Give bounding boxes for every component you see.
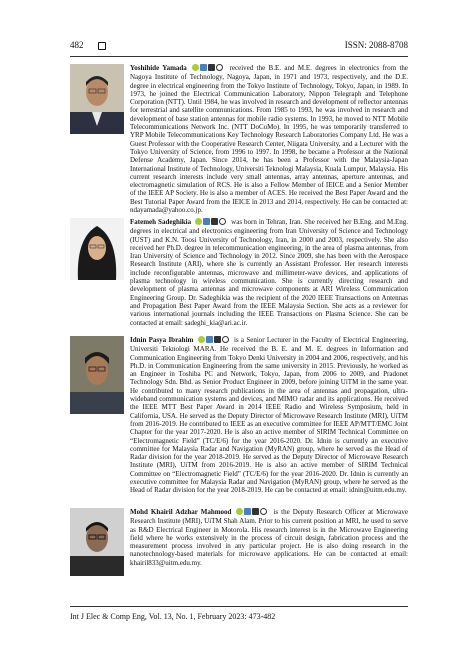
bio-sadeghikia bbox=[70, 218, 408, 338]
page-number: 482 bbox=[70, 40, 84, 50]
publons-icon[interactable] bbox=[222, 336, 229, 343]
author-photo bbox=[70, 64, 124, 134]
scopus-icon[interactable] bbox=[252, 508, 259, 515]
scopus-icon[interactable] bbox=[211, 218, 218, 225]
bio-body: is the Deputy Research Officer at Microwave Research Institute (MRI), UiTM Shah Alam. Prior to his current position at MRI, he used to serve as R&D Electrical Engineer in Motorola. His research interest is in the Microwave Engineering field where he works extensively in the process of circuit design, fabrication process and the measurement process involved in any particular project. He is also doing research in the nanotechnology-based materials for microwave applications. He can be contacted at email: khairil833@uitm.edu.my. bbox=[130, 508, 408, 567]
author-icons bbox=[195, 218, 227, 227]
issn: ISSN: 2088-8708 bbox=[344, 40, 408, 50]
bio-yamada bbox=[70, 64, 408, 214]
bio-text bbox=[130, 64, 408, 214]
scopus-icon[interactable] bbox=[214, 336, 221, 343]
bio-mahmood bbox=[70, 508, 408, 588]
orcid-icon[interactable] bbox=[195, 218, 202, 225]
author-name: Fatemeh Sadeghikia bbox=[130, 218, 192, 226]
author-icons bbox=[192, 64, 224, 73]
footer-citation: Int J Elec & Comp Eng, Vol. 13, No. 1, February 2023: 473-482 bbox=[70, 612, 276, 621]
bio-text bbox=[130, 336, 408, 495]
author-photo bbox=[70, 336, 124, 414]
square-icon bbox=[98, 42, 106, 50]
bio-ibrahim bbox=[70, 336, 408, 506]
author-icons bbox=[198, 336, 230, 345]
author-name: Mohd Khairil Adzhar Mahmood bbox=[130, 508, 232, 516]
author-photo bbox=[70, 508, 124, 576]
orcid-icon[interactable] bbox=[236, 508, 243, 515]
author-icons bbox=[236, 508, 268, 517]
scopus-icon[interactable] bbox=[208, 64, 215, 71]
author-photo bbox=[70, 218, 124, 280]
orcid-icon[interactable] bbox=[198, 336, 205, 343]
page-header bbox=[70, 40, 408, 54]
google-scholar-icon[interactable] bbox=[203, 218, 210, 225]
publons-icon[interactable] bbox=[260, 508, 267, 515]
google-scholar-icon[interactable] bbox=[200, 64, 207, 71]
bio-body: was born in Tehran, Iran. She received her B.Eng. and M.Eng. degrees in electrical and electronics engineering from Iran University of Science and Technology (IUST) and K.N. Toosi University of Technology, Iran, in 2000 and 2003, respectively. She also received her Ph.D. degree in telecommunication engineering, in the area of plasma antennas, from Iran University of Science and Technology in 2012. Since 2009, she has been with the Aerospace Research Institute (ARI), where she is currently an Assistant Professor. Her research interests include reconfigurable antennas, microwave and millimeter-wave devices, and applications of plasma technology in wireless communication. She is currently directing research and development of plasma antennas and microwave components at ARI Wireless Communication Engineering Group. Dr. Sadeghikia was the recipient of the 2020 IEEE Transactions on Antennas and Propagation Best Paper Award from the IEEE Malaysia Section. She acts as a reviewer for various international journals including the IEEE Transactions on Plasma Science. She can be contacted at email: sadeghi_kia@ari.ac.ir. bbox=[130, 218, 409, 327]
author-name: Yoshihide Yamada bbox=[130, 64, 187, 72]
footer-rule bbox=[70, 606, 408, 607]
orcid-icon[interactable] bbox=[192, 64, 199, 71]
publons-icon[interactable] bbox=[219, 218, 226, 225]
header-rule bbox=[70, 56, 408, 57]
bio-body: is a Senior Lecturer in the Faculty of Electrical Engineering, Universiti Teknologi MARA. He received the B. E. and M. E. degrees in Information and Communication Engineering from Tokyo Denki University in 2004 and 2006, respectively, and his Ph.D. in Communication Engineering from the same university in 2015. Previously, he worked as an Engineer in Toshiba PC and Network, Tokyo, Japan, from 2006 to 2009, and Pradonet Technology Sdn. Bhd. as Senior Product Engineer in 2009, before joining UiTM in the same year. He contributed to many research publications in the area of antennas and propagation, ultra-wideband communication systems and devices, and MIMO radar and its applications. He received the IEEE MTT Best Paper Award in 2014 IEEE Radio and Wireless Symposium, held in California, USA. He served as the Deputy Director of Microwave Research Institute (MRI), UiTM from 2016-2019. He contributed to IEEE as an executive committee for IEEE AP/MTT/EMC Joint Chapter for the year 2017-2020. He is also an active member of SIRIM Technical Committee on “Electromagnetic Field” (TC/E/6) for the year 2016-2020. Dr. Idnin is currently an executive committee for Malaysia Radar and Navigation (MyRAN) group, where he served as the Head of Radar division for the year 2018-2019. He served as the Deputy Director of Microwave Research Institute (MRI), UiTM from 2016-2019. He is also an active member of SIRIM Technical Committee on “Electromagnetic Field” (TC/E/6) for the year 2016-2020. Dr. Idnin is currently an executive committee for Malaysia Radar and Navigation (MyRAN) group, where he served as the Head of Radar division for the year 2018-2019. He can be contacted at email: idnin@uitm.edu.my. bbox=[130, 336, 409, 495]
publons-icon[interactable] bbox=[216, 64, 223, 71]
bio-text bbox=[130, 508, 408, 567]
bio-text bbox=[130, 218, 408, 327]
bio-body: received the B.E. and M.E. degrees in electronics from the Nagoya Institute of Technology, Nagoya, Japan, in 1971 and 1973, respectively, and the D.E. degree in electrical engineering from the Tokyo Institute of Technology, Tokyo, Japan, in 1989. In 1973, he joined the Electrical Communication Laboratory, Nippon Telegraph and Telephone Corporation (NTT). Until 1984, he was involved in research and development of reflector antennas for terrestrial and satellite communications. From 1985 to 1993, he was involved in research and development of base station antennas for mobile radio systems. In 1993, he moved to NTT Mobile Telecommunications Network Inc. (NTT DoCoMo). In 1995, he was temporarily transferred to YRP Mobile Telecommunications Key Technology Research Laboratories Company Ltd. He was a Guest Professor with the Cooperative Research Center, Niigata University, and a Lecturer with the Tokyo University of Science, from 1996 to 1997. In 1998, he became a Professor at the National Defense Academy, Japan. Since 2014, he has been a Professor with the Malaysia-Japan International Institute of Technology, Universiti Teknologi Malaysia, Kuala Lumpur, Malaysia. His current research interests include very small antennas, array antennas, aperture antennas, and electromagnetic simulation of RCS. He is also a Fellow Member of IEICE and a Senior Member of the IEEE AP Society. He is also a member of ACES. He received the Best Paper Award and the Best Tutorial Paper Award from the IEICE in 2013 and 2014, respectively. He can be contacted at: ndayamada@yahoo.co.jp. bbox=[130, 64, 408, 215]
google-scholar-icon[interactable] bbox=[244, 508, 251, 515]
author-name: Idnin Pasya Ibrahim bbox=[130, 336, 194, 344]
google-scholar-icon[interactable] bbox=[206, 336, 213, 343]
